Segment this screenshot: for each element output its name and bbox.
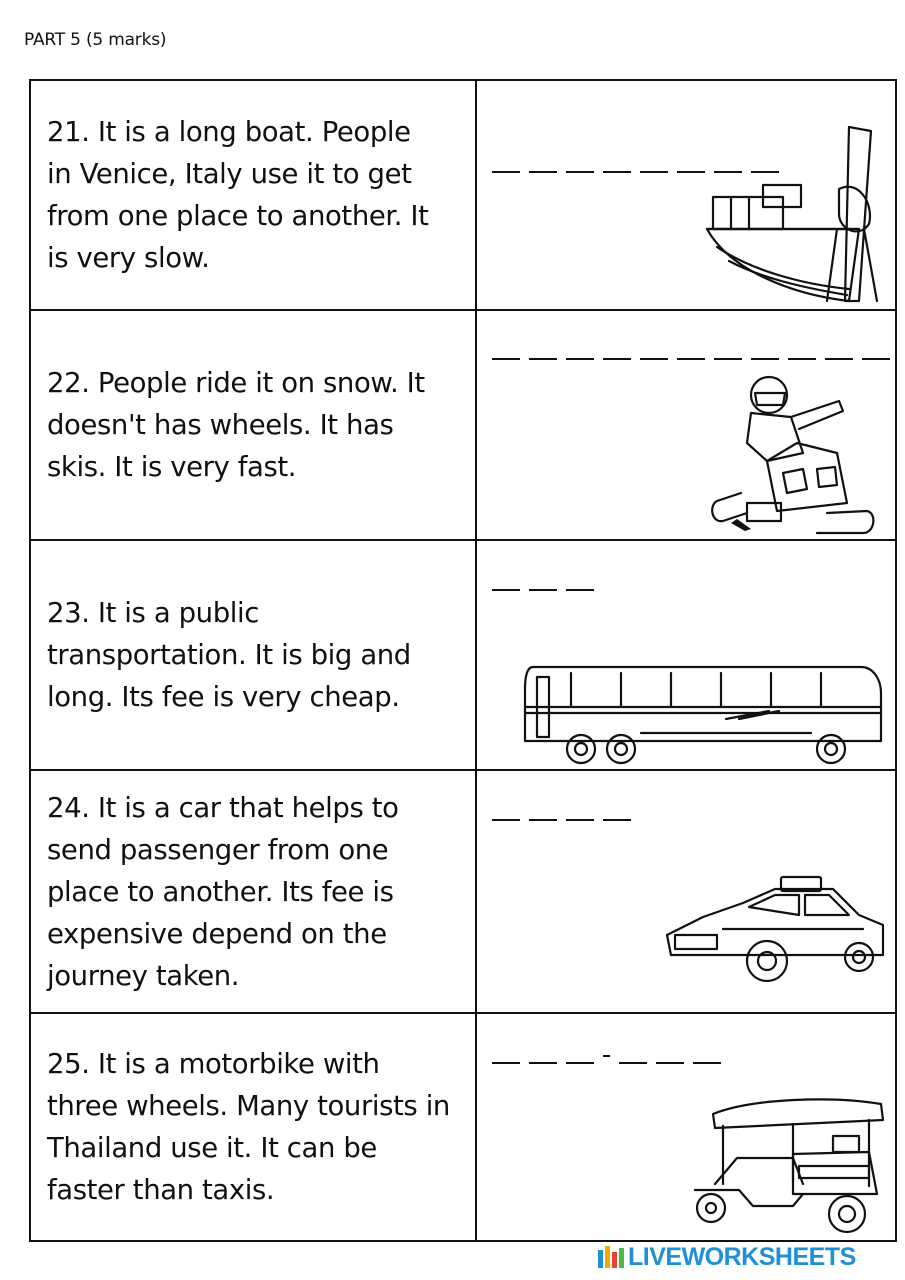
answer-cell-23 (477, 541, 895, 769)
answer-cell-21 (477, 81, 895, 309)
question-text-25: 25. It is a motorbike with three wheels. Many tourists in Thailand use it. It can be faster than taxis. (47, 1048, 450, 1206)
question-text-21: 21. It is a long boat. People in Venice, Italy use it to get from one place to another. It is very slow. (47, 116, 429, 274)
answer-blanks-25[interactable] (492, 1062, 721, 1064)
tuk-tuk-image (693, 1094, 889, 1239)
liveworksheets-brand: LIVEWORKSHEETS (628, 1242, 856, 1271)
question-text-23: 23. It is a public transportation. It is big and long. Its fee is very cheap. (47, 597, 411, 713)
liveworksheets-icon (598, 1246, 624, 1268)
answer-blanks-24[interactable] (492, 819, 631, 821)
answer-cell-22 (477, 311, 895, 539)
answer-blanks-22[interactable] (492, 358, 890, 360)
worksheet-table (29, 79, 897, 1242)
question-row-22 (31, 311, 895, 541)
part-title: PART 5 (5 marks) (24, 30, 167, 50)
snowmobile-image (707, 373, 877, 538)
taxi-image (663, 873, 889, 1003)
question-row-25 (31, 1014, 895, 1240)
long-boat-image (699, 119, 889, 309)
question-row-21 (31, 81, 895, 311)
question-text-22: 22. People ride it on snow. It doesn't has wheels. It has skis. It is very fast. (47, 367, 425, 483)
question-row-23 (31, 541, 895, 771)
answer-cell-25 (477, 1014, 895, 1240)
liveworksheets-logo (598, 1243, 856, 1271)
answer-cell-24 (477, 771, 895, 1012)
answer-blanks-23[interactable] (492, 589, 594, 591)
bus-image (521, 659, 886, 771)
question-text-24: 24. It is a car that helps to send passenger from one place to another. Its fee is expensive depend on the journey taken. (47, 791, 399, 992)
question-row-24 (31, 771, 895, 1014)
